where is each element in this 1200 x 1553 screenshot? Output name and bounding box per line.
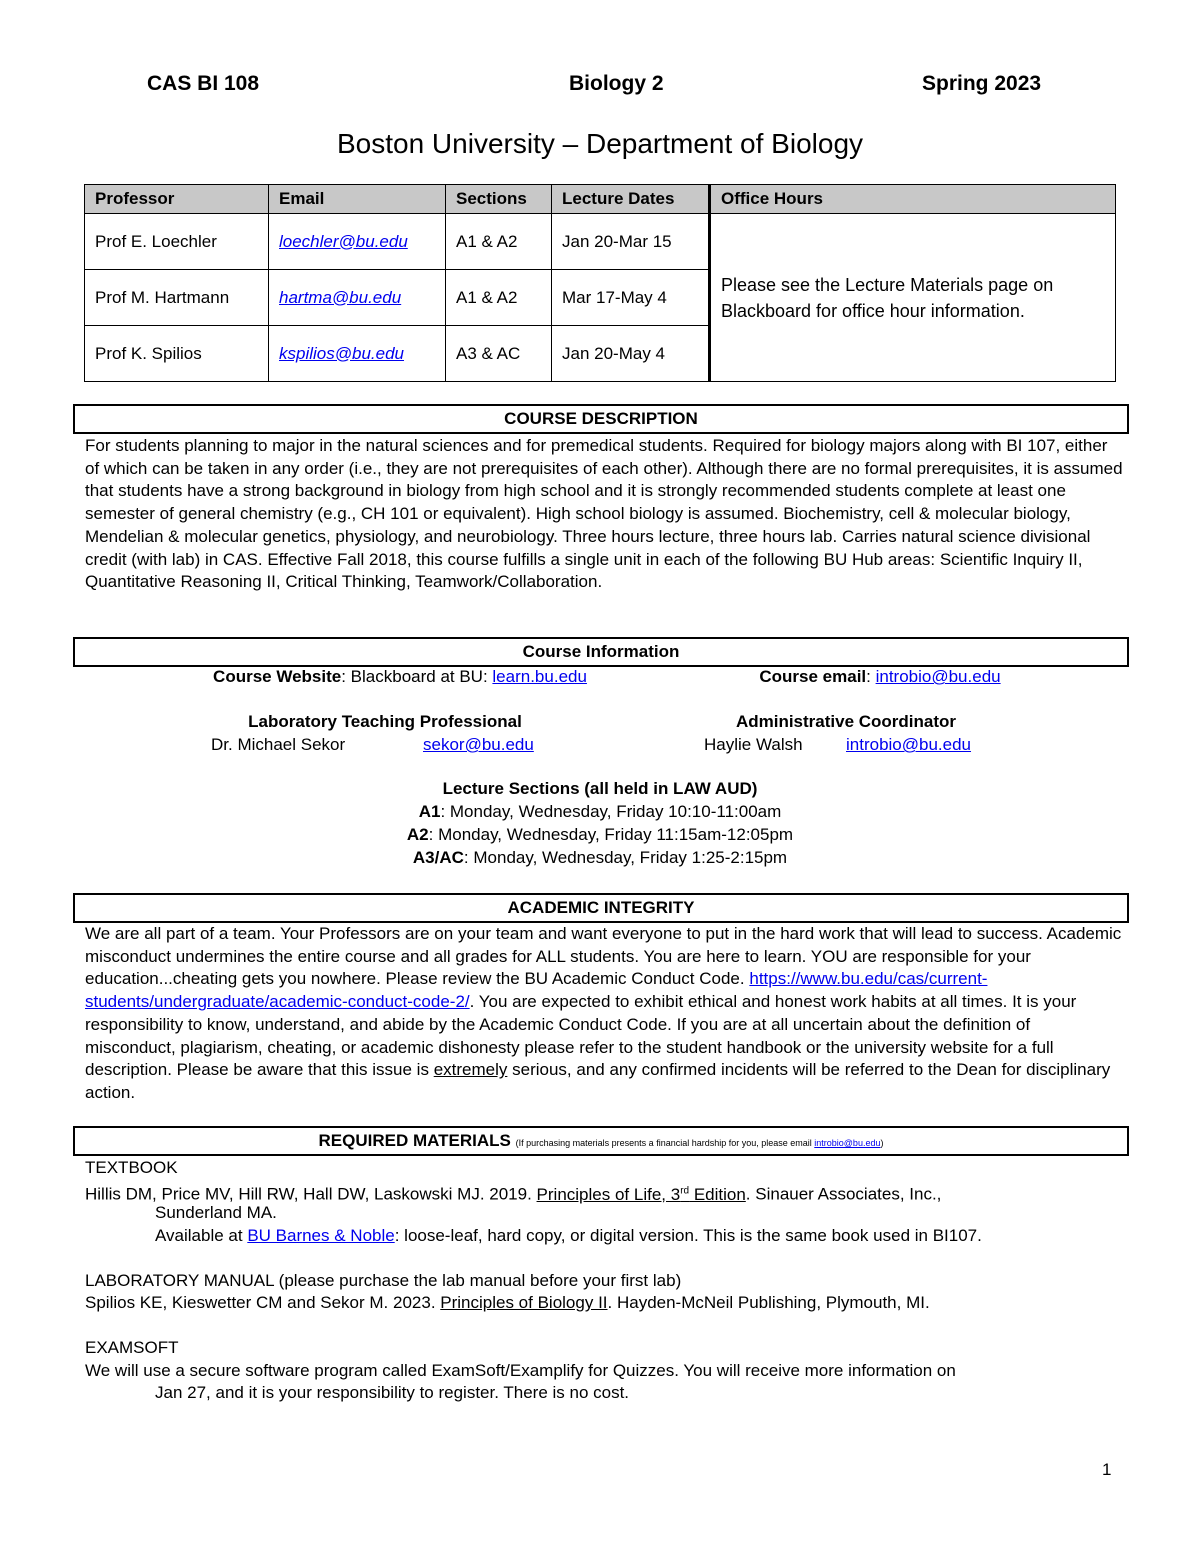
lab-manual-citation <box>85 1292 930 1315</box>
textbook-publisher-city: Sunderland MA. <box>155 1203 277 1222</box>
page-number: 1 <box>1102 1460 1112 1479</box>
hardship-note-text: (If purchasing materials presents a financial hardship for you, please email <box>515 1138 815 1148</box>
section-code: A3/AC <box>412 848 464 867</box>
required-materials-heading <box>73 1126 1129 1156</box>
required-materials-title: REQUIRED MATERIALS <box>318 1131 511 1150</box>
section-time: : Monday, Wednesday, Friday 11:15am-12:05pm <box>428 825 794 844</box>
textbook-edition: Edition <box>689 1184 746 1204</box>
admin-email-link[interactable]: introbio@bu.edu <box>846 735 972 754</box>
professor-email-link[interactable]: kspilios@bu.edu <box>279 343 404 363</box>
column-header: Sections <box>446 185 552 214</box>
lab-manual-authors: Spilios KE, Kieswetter CM and Sekor M. 2023. <box>85 1293 441 1312</box>
course-email-link[interactable]: introbio@bu.edu <box>875 667 1001 686</box>
page-title: Boston University – Department of Biology <box>336 128 864 159</box>
lecture-sections-title: Lecture Sections (all held in LAW AUD) <box>442 779 758 798</box>
professor-email-link[interactable]: hartma@bu.edu <box>279 287 402 307</box>
admin-title: Administrative Coordinator <box>735 712 957 731</box>
column-header: Lecture Dates <box>552 185 710 214</box>
section-time: : Monday, Wednesday, Friday 10:10-11:00am <box>440 802 782 821</box>
course-website-label: Course Website <box>213 667 342 686</box>
course-information-heading: Course Information <box>73 637 1129 667</box>
professor-email-link[interactable]: loechler@bu.edu <box>279 231 408 251</box>
examsoft-text-line2: Jan 27, and it is your responsibility to register. There is no cost. <box>155 1383 630 1402</box>
availability-text: : loose-leaf, hard copy, or digital version. This is the same book used in BI107. <box>394 1226 982 1245</box>
availability-text: Available at <box>155 1226 248 1245</box>
hardship-email-link[interactable]: introbio@bu.edu <box>814 1138 881 1148</box>
course-term: Spring 2023 <box>922 72 1042 95</box>
lab-manual-title: Principles of Biology II <box>440 1293 608 1312</box>
textbook-title <box>537 1185 746 1204</box>
course-email-label: Course email <box>759 667 867 686</box>
ltp-name: Dr. Michael Sekor <box>211 735 346 754</box>
integrity-text-part: We are all part of a team. Your Professors are on your team and want everyone to put in the hard work that will lead to success. Academic misconduct undermines the entire course and all grades for ALL students. You are here to learn. YOU are responsible for your education...cheating gets you nowhere. Please review the BU Academic Conduct Code. <box>85 924 1122 989</box>
section-code: A1 <box>418 802 441 821</box>
lecture-dates-cell: Mar 17-May 4 <box>552 270 710 326</box>
sections-cell: A1 & A2 <box>446 214 552 270</box>
lecture-section-a1 <box>0 802 1200 822</box>
section-time: : Monday, Wednesday, Friday 1:25-2:15pm <box>463 848 788 867</box>
ltp-email-link[interactable]: sekor@bu.edu <box>423 735 534 754</box>
course-website-line <box>150 667 650 687</box>
textbook-sup: rd <box>680 1185 690 1196</box>
hardship-note <box>516 1138 884 1148</box>
course-name: Biology 2 <box>569 72 664 95</box>
emphasis-text: extremely <box>433 1060 508 1080</box>
admin-name: Haylie Walsh <box>704 735 803 754</box>
course-website-text: : Blackboard at BU: <box>341 667 493 686</box>
professor-name: Prof M. Hartmann <box>85 270 269 326</box>
section-code: A2 <box>406 825 429 844</box>
course-code: CAS BI 108 <box>147 72 260 95</box>
integrity-text-part: . You are expected to exhibit ethical and honest work habits at all times. It is your responsibility to know, understand, and abide by the Academic Conduct Code. If you are at all uncertain about the definition of misconduct, plagiarism, cheating, or academic dishonesty please refer to the student handbook or the university website for a full description. Please be aware that this issue is <box>85 992 1077 1080</box>
professor-name: Prof K. Spilios <box>85 326 269 382</box>
staff-table <box>84 184 1116 382</box>
integrity-text-part: serious, and any confirmed incidents will be referred to the Dean for disciplinary action. <box>85 1060 1111 1102</box>
academic-integrity-text <box>85 923 1125 1105</box>
bookstore-link[interactable]: BU Barnes & Noble <box>247 1226 395 1245</box>
sections-cell: A1 & A2 <box>446 270 552 326</box>
examsoft-label: EXAMSOFT <box>85 1338 179 1357</box>
professor-name: Prof E. Loechler <box>85 214 269 270</box>
examsoft-text-line1: We will use a secure software program called ExamSoft/Examplify for Quizzes. You will receive more information on <box>85 1361 956 1380</box>
ltp-title: Laboratory Teaching Professional <box>248 712 522 731</box>
column-header: Professor <box>85 185 269 214</box>
lab-manual-label: LABORATORY MANUAL (please purchase the lab manual before your first lab) <box>85 1271 682 1290</box>
table-row <box>85 214 1116 270</box>
academic-integrity-heading: ACADEMIC INTEGRITY <box>73 893 1129 923</box>
course-website-link[interactable]: learn.bu.edu <box>492 667 587 686</box>
textbook-availability <box>155 1225 982 1248</box>
lecture-dates-cell: Jan 20-Mar 15 <box>552 214 710 270</box>
sections-cell: A3 & AC <box>446 326 552 382</box>
textbook-authors: Hillis DM, Price MV, Hill RW, Hall DW, Laskowski MJ. 2019. <box>85 1184 537 1204</box>
course-description-heading: COURSE DESCRIPTION <box>73 404 1129 434</box>
column-header: Office Hours <box>710 185 1116 214</box>
lecture-dates-cell: Jan 20-May 4 <box>552 326 710 382</box>
course-email-line <box>730 667 1030 687</box>
table-header-row <box>85 185 1116 214</box>
textbook-publisher: . Sinauer Associates, Inc., <box>745 1184 942 1204</box>
course-email-sep: : <box>866 667 876 686</box>
lecture-section-a3 <box>0 848 1200 868</box>
conduct-code-link[interactable]: https://www.bu.edu/cas/current-students/undergraduate/academic-conduct-code-2/ <box>85 969 988 1012</box>
office-hours-cell: Please see the Lecture Materials page on Blackboard for office hour information. <box>710 214 1116 382</box>
column-header: Email <box>269 185 446 214</box>
lecture-section-a2 <box>0 825 1200 845</box>
textbook-title-text: Principles of Life, 3 <box>536 1184 681 1204</box>
course-description-text: For students planning to major in the natural sciences and for premedical students. Required for biology majors along with BI 107, either of which can be taken in any order (i.e., they are not prerequisites of each other). Although there are no formal prerequisites, it is assumed that students have a strong background in biology from high school and it is strongly recommended students complete at least one semester of general chemistry (e.g., CH 101 or equivalent). High school biology is assumed. Biochemistry, cell & molecular biology, Mendelian & molecular genetics, physiology, and neurobiology. Three hours lecture, three hours lab. Carries natural science divisional credit (with lab) in CAS. Effective Fall 2018, this course fulfills a single unit in each of the following BU Hub areas: Scientific Inquiry II, Quantitative Reasoning II, Critical Thinking, Teamwork/Collaboration. <box>85 436 1123 592</box>
lab-manual-publisher: . Hayden-McNeil Publishing, Plymouth, MI. <box>607 1293 930 1312</box>
textbook-label: TEXTBOOK <box>85 1158 178 1177</box>
hardship-note-end: ) <box>880 1138 884 1148</box>
